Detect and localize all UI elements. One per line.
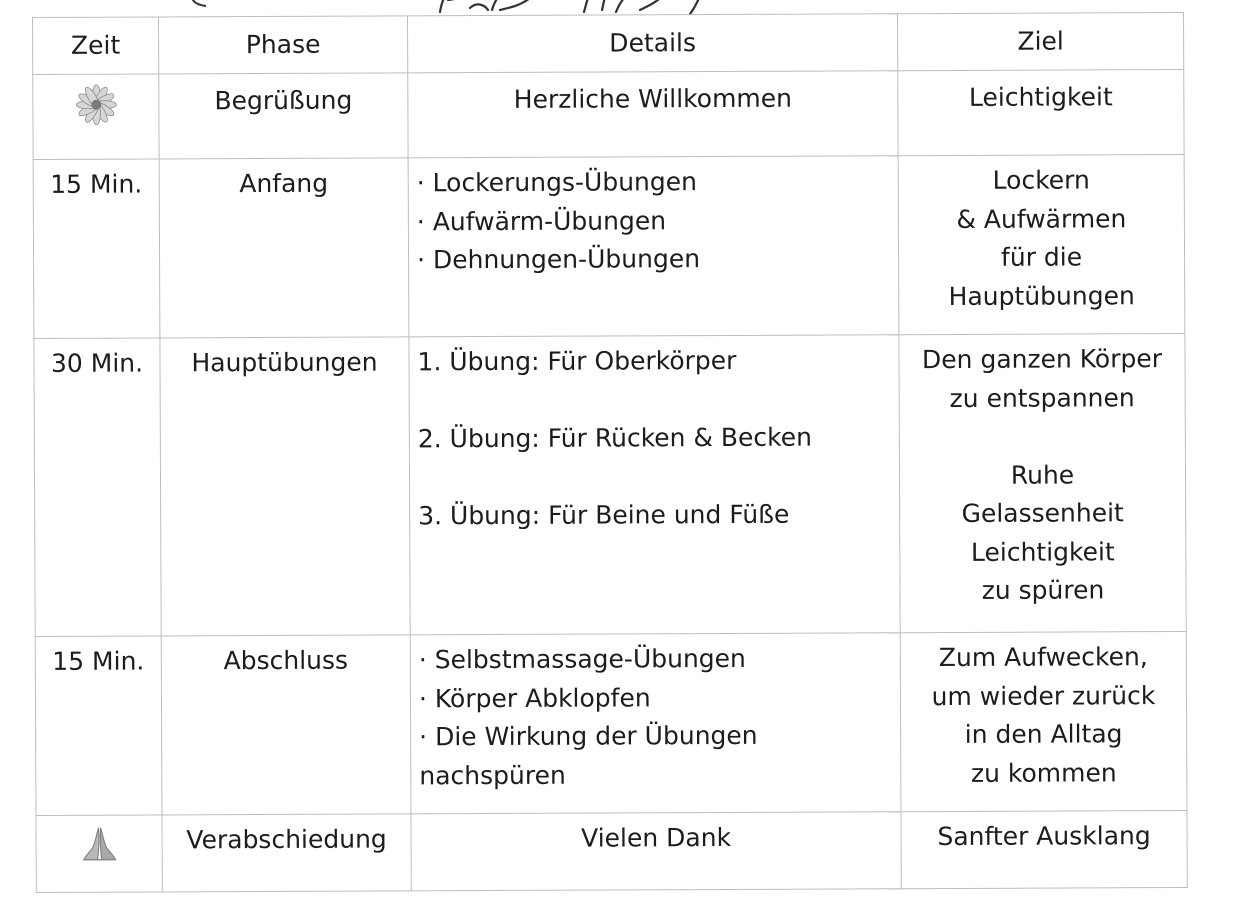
details-line: 1. Übung: Für Oberkörper <box>417 345 737 377</box>
table-row <box>36 810 1187 892</box>
ziel-line: zu entspannen <box>949 382 1135 413</box>
ziel-cell: Sanfter Ausklang <box>901 810 1187 888</box>
ziel-line: in den Alltag <box>964 719 1123 749</box>
phase-cell: Hauptübungen <box>160 337 410 636</box>
details-cell: Vielen Dank <box>411 812 901 891</box>
details-line: nachspüren <box>419 760 566 790</box>
details-line: · Selbstmassage-Übungen <box>418 643 746 675</box>
header-row <box>33 12 1184 74</box>
zeit-cell <box>36 815 162 893</box>
ziel-line: Ruhe <box>1010 459 1075 490</box>
praying-hands-icon <box>77 822 121 866</box>
zeit-cell <box>33 74 159 160</box>
details-cell <box>410 633 901 814</box>
table-row <box>33 69 1184 159</box>
ziel-cell: Leichtigkeit <box>898 69 1184 155</box>
header-zeit: Zeit <box>33 17 159 75</box>
details-cell <box>408 156 899 337</box>
flower-icon <box>74 83 118 127</box>
details-line: · Aufwärm-Übungen <box>416 205 667 236</box>
ziel-line: um wieder zurück <box>931 680 1156 711</box>
zeit-cell: 15 Min. <box>33 159 160 339</box>
ziel-cell <box>899 333 1186 632</box>
details-line: · Körper Abklopfen <box>418 682 651 713</box>
ziel-line: zu spüren <box>981 575 1105 605</box>
table-row <box>34 333 1186 636</box>
ziel-line: Zum Aufwecken, <box>938 642 1148 673</box>
details-line: 2. Übung: Für Rücken & Becken <box>417 422 813 454</box>
header-details: Details <box>407 14 897 73</box>
phase-cell: Begrüßung <box>159 73 408 159</box>
ziel-line: Lockern <box>992 165 1090 195</box>
ziel-line: Den ganzen Körper <box>921 344 1163 375</box>
table-row <box>33 154 1185 338</box>
details-cell: Herzliche Willkommen <box>408 71 898 158</box>
header-phase: Phase <box>159 16 408 74</box>
phase-cell: Abschluss <box>161 635 411 815</box>
ziel-line: Leichtigkeit <box>970 536 1115 567</box>
ziel-line: Hauptübungen <box>948 280 1135 311</box>
lesson-plan-table <box>32 12 1188 893</box>
details-line: · Lockerungs-Übungen <box>416 167 698 198</box>
zeit-cell: 30 Min. <box>34 338 161 637</box>
ziel-line: & Aufwärmen <box>956 203 1127 234</box>
details-line: · Die Wirkung der Übungen <box>419 720 758 752</box>
ziel-cell <box>898 154 1185 334</box>
ziel-line: für die <box>1000 242 1083 272</box>
details-cell <box>409 335 900 635</box>
phase-cell: Verabschiedung <box>162 814 411 892</box>
header-ziel: Ziel <box>897 12 1183 70</box>
table-row <box>35 631 1187 815</box>
phase-cell: Anfang <box>159 158 409 338</box>
zeit-cell: 15 Min. <box>35 636 162 816</box>
ziel-line: zu kommen <box>970 757 1117 788</box>
ziel-line: Gelassenheit <box>961 498 1124 528</box>
details-line: 3. Übung: Für Beine und Füße <box>418 499 790 531</box>
details-line: · Dehnungen-Übungen <box>416 244 701 275</box>
ziel-cell <box>900 631 1187 811</box>
